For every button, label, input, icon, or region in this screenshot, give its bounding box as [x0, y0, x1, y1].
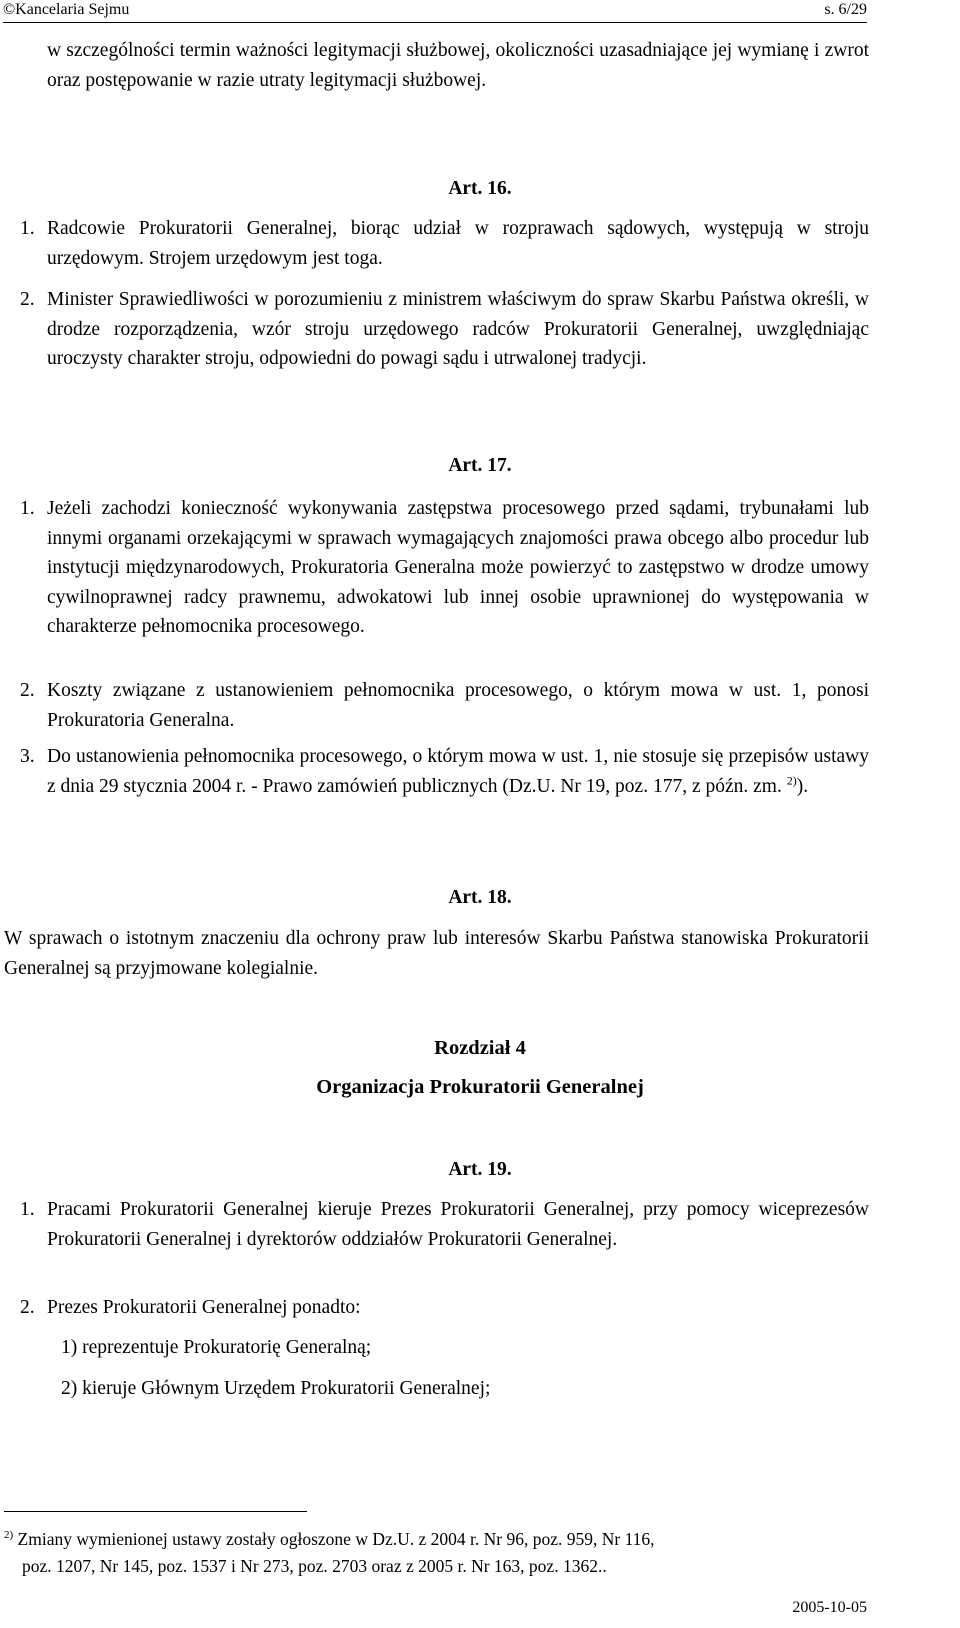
art17-p1: Jeżeli zachodzi konieczność wykonywania zastępstwa procesowego przed sądami, trybunałami lub innymi organami orzekającymi w sprawach wymagających znajomości prawa obcego albo procedur lub instytucji międzynarodowych, Prokuratoria Generalna może powierzyć to zastępstwo w drodze umowy cywilnoprawnej radcy prawnemu, adwokatowi lub innej osobie uprawnionej do występowania w charakterze pełnomocnika procesowego.	[47, 498, 869, 637]
art18-text: W sprawach o istotnym znaczeniu dla ochrony praw lub interesów Skarbu Państwa stanowiska Prokuratorii Generalnej są przyjmowane kolegialnie.	[4, 928, 869, 979]
footnote-mark: 2)	[4, 1529, 14, 1541]
art19-item-2: 2) kieruje Głównym Urzędem Prokuratorii Generalnej;	[61, 1378, 491, 1399]
header-copyright: ©Kancelaria Sejmu	[3, 1, 130, 18]
chapter-number: Rozdział 4	[434, 1037, 526, 1059]
art19-p1: Pracami Prokuratorii Generalnej kieruje Prezes Prokuratorii Generalnej, przy pomocy wiceprezesów Prokuratorii Generalnej i dyrektorów oddziałów Prokuratorii Generalnej.	[47, 1199, 869, 1250]
article-18-heading: Art. 18.	[448, 887, 512, 908]
art19-p2-number: 2.	[20, 1297, 35, 1318]
footnote-line-2: poz. 1207, Nr 145, poz. 1537 i Nr 273, poz. 2703 oraz z 2005 r. Nr 163, poz. 1362..	[22, 1555, 607, 1576]
art17-p3	[47, 742, 869, 801]
footnote-separator	[4, 1511, 307, 1512]
art19-p2: Prezes Prokuratorii Generalnej ponadto:	[47, 1297, 361, 1318]
art17-p3-number: 3.	[20, 746, 35, 767]
page-header	[3, 0, 867, 23]
art17-p1-number: 1.	[20, 498, 35, 519]
footnote-ref[interactable]: 2)	[786, 773, 797, 787]
article-16-heading: Art. 16.	[448, 178, 512, 199]
intro-paragraph: w szczególności termin ważności legitymacji służbowej, okoliczności uzasadniające jej wymianę i zwrot oraz postępowanie w razie utraty legitymacji służbowej.	[47, 40, 869, 91]
art16-p2: Minister Sprawiedliwości w porozumieniu z ministrem właściwym do spraw Skarbu Państwa określi, w drodze rozporządzenia, wzór stroju urzędowego radców Prokuratorii Generalnej, uwzględniając uroczysty charakter stroju, odpowiedni do powagi sądu i utrwalonej tradycji.	[47, 289, 869, 369]
art17-p2-number: 2.	[20, 680, 35, 701]
art17-p3-text: Do ustanowienia pełnomocnika procesowego, o którym mowa w ust. 1, nie stosuje się przepisów ustawy z dnia 29 stycznia 2004 r. - Prawo zamówień publicznych (Dz.U. Nr 19, poz. 177, z późn. zm.	[47, 746, 869, 797]
chapter-title: Organizacja Prokuratorii Generalnej	[316, 1076, 644, 1098]
art17-p2: Koszty związane z ustanowieniem pełnomocnika procesowego, o którym mowa w ust. 1, ponosi Prokuratoria Generalna.	[47, 680, 869, 731]
art17-p3-end: ).	[796, 775, 809, 797]
art16-p1: Radcowie Prokuratorii Generalnej, biorąc udział w rozprawach sądowych, występują w stroju urzędowym. Strojem urzędowym jest toga.	[47, 218, 869, 269]
footer-date: 2005-10-05	[792, 1599, 867, 1616]
art19-item-1: 1) reprezentuje Prokuratorię Generalną;	[61, 1337, 372, 1358]
art16-p2-number: 2.	[20, 289, 35, 310]
article-17-heading: Art. 17.	[448, 455, 512, 476]
art19-p1-number: 1.	[20, 1199, 35, 1220]
footnote	[4, 1522, 804, 1580]
header-page-number: s. 6/29	[824, 1, 867, 18]
art16-p1-number: 1.	[20, 218, 35, 239]
footnote-line-1: Zmiany wymienionej ustawy zostały ogłoszone w Dz.U. z 2004 r. Nr 96, poz. 959, Nr 116,	[17, 1528, 655, 1549]
article-19-heading: Art. 19.	[448, 1159, 512, 1180]
